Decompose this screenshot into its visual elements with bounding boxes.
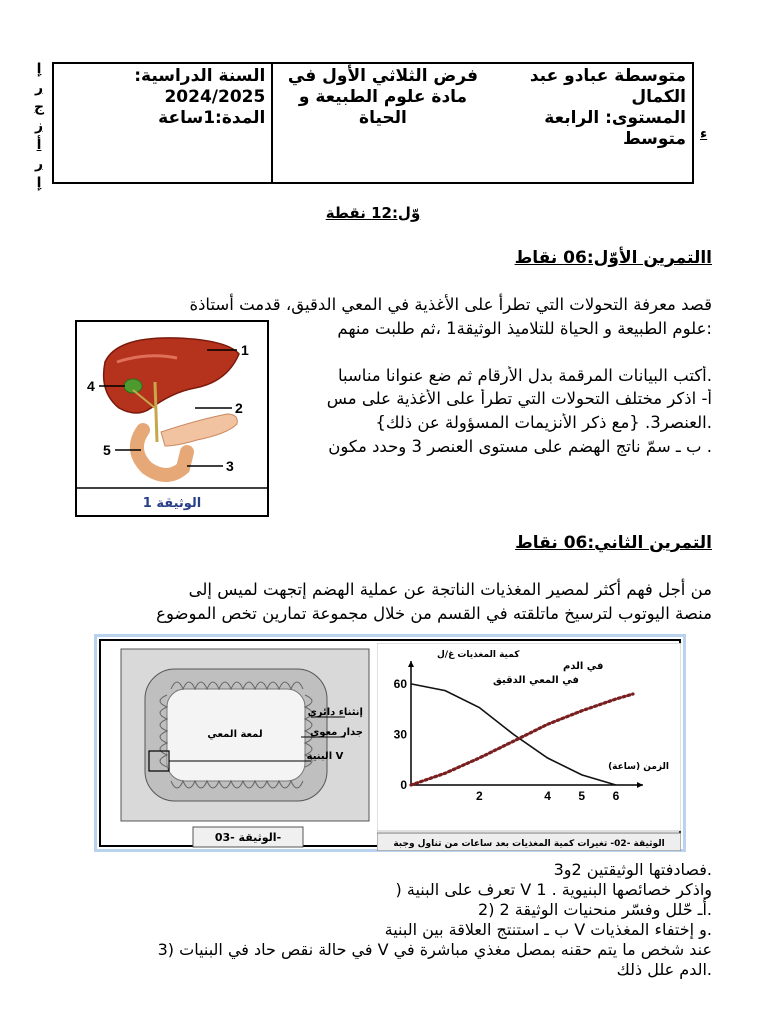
x-tick-label: 5	[578, 789, 586, 803]
exercise1-intro-line1: قصد معرفة التحولات التي تطرأ على الأغذية في المعي الدقيق، قدمت أستاذة	[189, 295, 712, 314]
margin-mark: أ	[36, 137, 42, 153]
exercise1-title: االتمرين الأوّل:06 نقاط	[514, 248, 712, 268]
label-circular-fold: إنثناء دائري	[307, 707, 363, 718]
exercise2-intro-line1: من أجل فهم أكثر لمصير المغذيات الناتجة عن عملية الهضم إتجهت لميس إلى	[188, 580, 712, 599]
left-margin-marks	[32, 60, 46, 193]
exercise1-q2a: أ- اذكر مختلف التحولات التي تطرأ على الأغذية على مس	[326, 389, 712, 408]
exercise2-intro-line2: منصة اليوتوب لترسيخ ماتلقته في القسم من خلال مجموعة تمارين تخص الموضوع	[156, 604, 712, 623]
question-line: .الدم علل ذلك	[616, 960, 712, 979]
exam-header-table	[52, 62, 694, 184]
margin-mark: ر	[34, 156, 44, 172]
margin-mark: ج	[33, 99, 45, 115]
y-tick-label: 30	[393, 727, 407, 742]
y-tick-label: 0	[400, 778, 407, 792]
margin-mark: ز	[34, 118, 44, 134]
label-number: 2	[235, 400, 243, 416]
liver-pancreas-illustration	[77, 322, 267, 515]
header-year-cell	[54, 64, 271, 182]
exercise1-intro-line2: :علوم الطبيعة و الحياة للتلاميذ الوثيقة1 ،ثم طلبت منهم	[337, 319, 712, 338]
x-tick-label: 4	[544, 789, 551, 803]
label-lumen: لمعة المعي	[207, 729, 263, 740]
question-line: واذكر خصائصها البنيوية . 1 V تعرف على البنية (	[395, 880, 712, 899]
document2-chart	[377, 643, 681, 851]
label-structure-v: البنية V	[306, 751, 344, 762]
x-axis-label: الزمن (ساعة)	[608, 762, 669, 772]
question-line: عند شخص ما يتم حقنه بمصل مغذي مباشرة في V في حالة نقص حاد في البنيات (3	[157, 940, 712, 959]
part-title: وّل:12 نقطة	[325, 204, 421, 222]
year-label: السنة الدراسية:	[134, 66, 266, 86]
exercise2-title: التمرين الثاني:06 نقاط	[515, 533, 712, 553]
label-number: 5	[103, 442, 111, 458]
school-name: متوسطة عبادو عبد الكمال	[529, 66, 686, 107]
margin-mark: ر	[34, 80, 44, 96]
margin-mark: إ	[36, 61, 42, 77]
exercise1-q1: .أكتب البيانات المرقمة بدل الأرقام ثم ضع عنوانا مناسبا	[337, 366, 712, 385]
duration: المدة:1ساعة	[158, 108, 266, 128]
question-line: .فصادفتها الوثيقتين 2و3	[553, 860, 712, 879]
label-intestinal-wall: جدار معوي	[310, 727, 363, 738]
exercise1-q3: . ب ـ سمّ ناتج الهضم على مستوى العنصر 3 وحدد مكون	[328, 437, 712, 456]
document3-panel	[105, 643, 377, 851]
header-school-cell	[493, 64, 692, 182]
document3-label: الوثيقة -03-	[214, 831, 282, 844]
header-title-cell	[271, 64, 492, 182]
x-tick-label: 6	[612, 789, 620, 803]
y-tick-label: 60	[393, 676, 407, 691]
year-value: 2024/2025	[164, 87, 266, 107]
document1-figure	[75, 320, 269, 517]
documents-2-3-figure	[94, 634, 686, 852]
level: المستوى: الرابعة متوسط	[544, 108, 686, 149]
label-number: 4	[87, 378, 95, 394]
label-number: 1	[241, 342, 249, 358]
document1-label: الوثيقة 1	[142, 496, 202, 511]
document2-caption: الوثيقة -02- تغيرات كمية المغذيات بعد ساعات من تناول وجبة	[393, 839, 665, 849]
exam-title: فرض الثلاثي الأول في مادة علوم الطبيعة و الحياة	[287, 66, 479, 128]
question-line: .و إختفاء المغذيات V ب ـ استنتج العلاقة بين البنية	[384, 920, 712, 939]
series-label-blood: في الدم	[563, 661, 604, 672]
series-label-intestine: في المعي الدقيق	[493, 675, 579, 686]
question-line: .أـ حّلل وفسّر منحنيات الوثيقة 2 (2	[478, 900, 712, 919]
margin-mark: إ	[36, 175, 42, 191]
right-margin-mark: ء	[700, 126, 708, 142]
y-axis-label: كمية المغذيات غ/ل	[437, 650, 520, 660]
label-number: 3	[226, 458, 234, 474]
exercise2-questions	[40, 860, 712, 980]
x-tick-label: 2	[475, 789, 483, 803]
exercise1-q2b: .العنصر3. {مع ذكر الأنزيمات المسؤولة عن ذلك}	[375, 413, 712, 432]
